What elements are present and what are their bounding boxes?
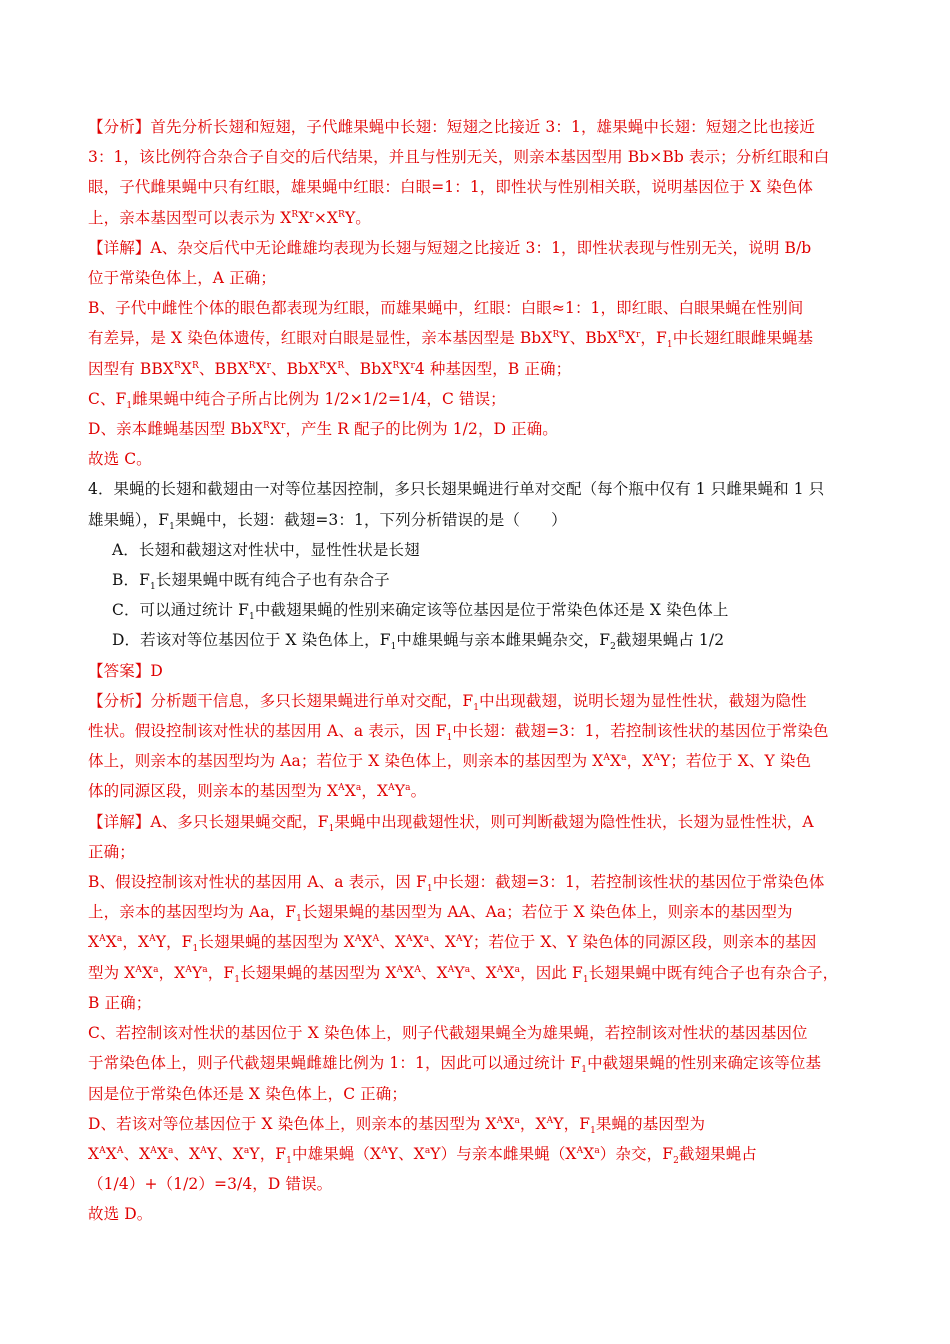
text-segment: Y；若位于 X、Y 染色体的同源区段，则亲本的基因 xyxy=(462,933,817,952)
superscript: A xyxy=(546,1115,554,1126)
superscript: r xyxy=(281,420,286,431)
superscript: A xyxy=(576,1145,584,1156)
text-line xyxy=(88,1199,878,1229)
subscript: 1 xyxy=(126,400,133,411)
text-segment: X xyxy=(503,1114,515,1133)
superscript: A xyxy=(135,964,142,975)
text-segment: 故选 D。 xyxy=(88,1205,153,1224)
text-segment: 故选 C。 xyxy=(88,450,152,469)
text-segment: X xyxy=(412,933,424,952)
subscript: 1 xyxy=(234,974,241,985)
subscript: 1 xyxy=(426,884,433,895)
subscript: 1 xyxy=(149,582,156,593)
subscript: 1 xyxy=(192,944,199,955)
text-segment: Y）与亲本雌果蝇（X xyxy=(430,1144,577,1163)
superscript: A xyxy=(372,934,380,945)
text-segment: Y；若位于 X、Y 染色 xyxy=(660,752,812,771)
superscript: A xyxy=(406,934,413,945)
subscript: 1 xyxy=(169,521,175,532)
text-segment: ）杂交，F xyxy=(599,1144,674,1163)
text-segment: 中长翅：截翅=3：1，若控制该性状的基因位于常染色体 xyxy=(432,873,825,892)
text-segment: X xyxy=(399,359,411,378)
text-segment: X xyxy=(141,963,154,982)
text-segment: C、F xyxy=(88,389,127,408)
text-segment: 、BbX xyxy=(271,359,320,378)
superscript: a xyxy=(514,964,521,975)
text-line xyxy=(88,203,878,233)
text-segment: 眼，子代雌果蝇中只有红眼，雄果蝇中红眼：白眼=1：1，即性状与性别相关联，说明基因位于 X 染色体 xyxy=(88,178,814,197)
superscript: R xyxy=(248,360,256,371)
superscript: R xyxy=(337,360,345,371)
superscript: A xyxy=(447,964,455,975)
superscript: R xyxy=(263,420,270,431)
text-line xyxy=(88,293,878,323)
text-line xyxy=(88,142,878,172)
text-segment: 、BBX xyxy=(198,359,249,378)
text-line xyxy=(88,444,878,474)
text-line xyxy=(88,565,878,595)
text-line xyxy=(88,112,878,142)
text-segment: ×X xyxy=(313,208,339,227)
text-line xyxy=(88,1048,878,1078)
superscript: R xyxy=(617,330,625,341)
superscript: A xyxy=(455,934,463,945)
superscript: A xyxy=(200,1145,207,1156)
subscript: 1 xyxy=(590,1125,596,1136)
superscript: A xyxy=(381,1145,388,1156)
text-segment: D、亲本雌蝇基因型 BbX xyxy=(88,420,264,439)
text-segment: 4．果蝇的长翅和截翅由一对等位基因控制，多只长翅果蝇进行单对交配（每个瓶中仅有 1 只雌果蝇和 1 只 xyxy=(88,480,825,499)
text-segment: C．可以通过统计 F xyxy=(112,601,250,620)
text-segment: ，X xyxy=(626,752,654,771)
superscript: A xyxy=(99,934,106,945)
subscript: 1 xyxy=(390,642,397,653)
text-segment: 于常染色体上，则子代截翅果蝇雌雄比例为 1：1，因此可以通过统计 F xyxy=(88,1054,582,1073)
subscript: 1 xyxy=(328,823,335,834)
subscript: 1 xyxy=(249,612,255,623)
text-line xyxy=(88,1139,878,1169)
text-segment: 。 xyxy=(410,782,427,801)
text-line xyxy=(88,1169,878,1199)
text-segment: 果蝇的基因型为 xyxy=(595,1114,706,1133)
text-segment: 长翅果蝇的基因型为 X xyxy=(240,963,397,982)
text-segment: 正确； xyxy=(88,842,135,861)
superscript: a xyxy=(594,1145,600,1156)
superscript: R xyxy=(173,360,181,371)
superscript: r xyxy=(309,209,314,220)
superscript: a xyxy=(464,964,471,975)
subscript: 1 xyxy=(581,1065,588,1076)
superscript: r xyxy=(635,330,641,341)
text-segment: 雄果蝇），F xyxy=(88,510,170,529)
text-line xyxy=(88,686,878,716)
superscript: R xyxy=(338,209,345,220)
text-segment: X xyxy=(105,933,117,952)
subscript: 1 xyxy=(286,1156,292,1166)
superscript: A xyxy=(150,1145,157,1156)
subscript: 2 xyxy=(610,642,616,653)
superscript: A xyxy=(414,964,421,975)
text-line xyxy=(88,595,878,625)
subscript: 1 xyxy=(666,340,673,351)
text-segment: 、X xyxy=(420,963,448,982)
text-segment: ，X xyxy=(519,1114,547,1133)
text-segment: 中雄果蝇（X xyxy=(292,1144,382,1163)
text-segment: 、X xyxy=(429,933,456,952)
text-segment: 长翅果蝇的基因型为 AA、Aa；若位于 X 染色体上，则亲本的基因型为 xyxy=(301,903,793,922)
text-segment: 果蝇中，长翅：截翅=3：1，下列分析错误的是（ ） xyxy=(174,510,567,529)
text-line xyxy=(88,263,878,293)
text-segment: 有差异，是 X 染色体遗传，红眼对白眼是显性，亲本基因型是 BbX xyxy=(88,329,553,348)
text-segment: B 正确； xyxy=(88,993,152,1012)
text-line xyxy=(88,927,878,957)
text-line xyxy=(88,716,878,746)
superscript: R xyxy=(552,330,560,341)
superscript: A xyxy=(354,934,362,945)
text-segment: ，因此 F xyxy=(520,963,583,982)
text-segment: Y。 xyxy=(344,208,371,227)
subscript: 2 xyxy=(673,1156,679,1166)
text-line xyxy=(88,384,878,414)
text-segment: 4 种基因型，B 正确； xyxy=(414,359,572,378)
text-segment: 、X xyxy=(379,933,407,952)
superscript: A xyxy=(185,964,192,975)
text-segment: Y、X xyxy=(387,1144,425,1163)
text-segment: 因型有 BBX xyxy=(88,359,174,378)
text-segment: X xyxy=(156,1144,168,1163)
text-segment: 雌果蝇中纯合子所占比例为 1/2×1/2=1/4，C 错误； xyxy=(132,389,506,408)
text-segment: 【分析】首先分析长翅和短翅，子代雌果蝇中长翅：短翅之比接近 3：1，雄果蝇中长翅：短翅之比也接近 xyxy=(88,118,815,136)
text-segment: 截翅果蝇占 1/2 xyxy=(615,631,725,650)
subscript: 1 xyxy=(582,974,589,985)
text-segment: 因是位于常染色体还是 X 染色体上，C 正确； xyxy=(88,1084,407,1103)
text-segment: X xyxy=(105,1144,117,1163)
text-segment: Y，F xyxy=(249,1144,287,1163)
text-segment: X xyxy=(344,782,356,801)
text-segment: X xyxy=(361,933,373,952)
text-line xyxy=(88,897,878,927)
text-segment: 3：1，该比例符合杂合子自交的后代结果，并且与性别无关，则亲本基因型用 Bb×Bb 表示；分析红眼和白 xyxy=(88,148,830,167)
text-segment: Y、X xyxy=(206,1144,244,1163)
text-segment: X xyxy=(269,420,282,439)
superscript: a xyxy=(621,753,627,764)
text-segment: 中截翅果蝇的性别来确定该等位基 xyxy=(587,1054,822,1073)
text-segment: X xyxy=(88,1144,100,1163)
subscript: 1 xyxy=(473,702,480,713)
text-line xyxy=(88,1018,878,1048)
superscript: a xyxy=(405,783,411,794)
text-segment: X xyxy=(503,963,515,982)
text-segment: ，F xyxy=(640,329,667,348)
superscript: R xyxy=(392,360,400,371)
text-segment: ，产生 R 配子的比例为 1/2，D 正确。 xyxy=(285,420,558,439)
text-line xyxy=(88,837,878,867)
superscript: A xyxy=(149,934,156,945)
superscript: A xyxy=(496,964,504,975)
superscript: A xyxy=(388,783,395,794)
superscript: a xyxy=(243,1145,250,1156)
text-line xyxy=(88,656,878,686)
text-segment: 中雄果蝇与亲本雌果蝇杂交，F xyxy=(396,631,611,650)
text-segment: Y，F xyxy=(155,933,193,952)
superscript: r xyxy=(410,360,415,371)
text-segment: 体的同源区段，则亲本的基因型为 X xyxy=(88,782,339,801)
text-segment: X xyxy=(403,963,415,982)
text-segment: 【答案】D xyxy=(88,661,163,680)
text-line xyxy=(88,474,878,504)
text-line xyxy=(88,807,878,837)
text-segment: D．若该对等位基因位于 X 染色体上，F xyxy=(112,631,391,650)
text-segment: 上，亲本的基因型均为 Aa，F xyxy=(88,903,297,922)
text-segment: 中长翅：截翅=3：1，若控制该性状的基因位于常染色 xyxy=(452,722,829,741)
text-segment: 【详解】A、杂交后代中无论雌雄均表现为长翅与短翅之比接近 3：1，即性状表现与性别无关，说明 B/b xyxy=(88,238,812,257)
text-segment: 上，亲本基因型可以表示为 X xyxy=(88,208,292,227)
text-segment: A．长翅和截翅这对性状中，显性性状是长翅 xyxy=(112,540,420,559)
text-segment: X xyxy=(88,933,100,952)
text-segment: 中长翅红眼雌果蝇基 xyxy=(672,329,814,348)
superscript: a xyxy=(424,1145,431,1156)
superscript: a xyxy=(355,783,362,794)
superscript: a xyxy=(116,934,123,945)
text-line xyxy=(88,535,878,565)
text-line xyxy=(88,233,878,263)
text-segment: D、若该对等位基因位于 X 染色体上，则亲本的基因型为 X xyxy=(88,1114,497,1133)
superscript: a xyxy=(514,1115,520,1126)
text-line xyxy=(88,505,878,535)
text-segment: 体上，则亲本的基因型均为 Aa；若位于 X 染色体上，则亲本的基因型为 X xyxy=(88,752,604,771)
text-segment: （1/4）+（1/2）=3/4，D 错误。 xyxy=(88,1175,333,1194)
superscript: a xyxy=(202,964,208,975)
text-segment: ，F xyxy=(207,963,235,982)
superscript: A xyxy=(653,753,660,764)
superscript: A xyxy=(338,783,345,794)
text-segment: 【分析】分析题干信息，多只长翅果蝇进行单对交配，F xyxy=(88,691,474,710)
text-segment: X xyxy=(298,208,310,227)
text-segment: 截翅果蝇占 xyxy=(678,1144,757,1163)
text-line xyxy=(88,1109,878,1139)
text-segment: X xyxy=(583,1144,595,1163)
text-line xyxy=(88,625,878,655)
text-segment: Y，F xyxy=(553,1114,591,1133)
text-segment: Y、BbX xyxy=(559,329,618,348)
text-line xyxy=(88,414,878,444)
superscript: r xyxy=(266,360,272,371)
text-segment: 果蝇中出现截翅性状，则可判断截翅为隐性性状，长翅为显性性状，A xyxy=(334,812,814,831)
superscript: A xyxy=(603,753,611,764)
text-line xyxy=(88,172,878,202)
text-line xyxy=(88,323,878,353)
text-segment: 中截翅果蝇的性别来确定该等位基因是位于常染色体还是 X 染色体上 xyxy=(254,601,729,620)
text-line xyxy=(88,988,878,1018)
text-segment: Y xyxy=(394,782,406,801)
subscript: 1 xyxy=(296,914,302,925)
text-segment: 型为 X xyxy=(88,963,136,982)
superscript: R xyxy=(191,360,199,371)
text-segment: 性状。假设控制该对性状的基因用 A、a 表示，因 F xyxy=(88,722,447,741)
text-line xyxy=(88,746,878,776)
text-segment: B、子代中雌性个体的眼色都表现为红眼，而雄果蝇中，红眼：白眼≈1：1，即红眼、白眼果蝇在性别间 xyxy=(88,299,804,318)
text-segment: 、X xyxy=(123,1144,151,1163)
superscript: a xyxy=(423,934,430,945)
superscript: R xyxy=(319,360,327,371)
text-segment: X xyxy=(610,752,622,771)
text-segment: 长翅果蝇的基因型为 X xyxy=(198,933,355,952)
superscript: A xyxy=(116,1145,124,1156)
text-line xyxy=(88,1079,878,1109)
superscript: A xyxy=(496,1115,504,1126)
superscript: a xyxy=(153,964,159,975)
text-segment: 、BbX xyxy=(344,359,393,378)
text-segment: 位于常染色体上，A 正确； xyxy=(88,269,276,288)
text-segment: B、假设控制该对性状的基因用 A、a 表示，因 F xyxy=(88,873,427,892)
document-page xyxy=(88,112,878,1230)
text-segment: Y xyxy=(191,963,203,982)
text-line xyxy=(88,958,878,988)
text-segment: 【详解】A、多只长翅果蝇交配，F xyxy=(88,812,329,831)
text-segment: 长翅果蝇中既有纯合子也有杂合子 xyxy=(155,571,390,590)
text-segment: 中出现截翅，说明长翅为显性性状，截翅为隐性 xyxy=(479,691,807,710)
text-segment: X xyxy=(255,359,267,378)
superscript: A xyxy=(396,964,404,975)
text-segment: Y xyxy=(454,963,465,982)
text-segment: ，X xyxy=(122,933,150,952)
text-line xyxy=(88,776,878,806)
text-segment: X xyxy=(180,359,192,378)
text-line xyxy=(88,867,878,897)
text-segment: 、X xyxy=(173,1144,201,1163)
text-segment: ，X xyxy=(158,963,186,982)
text-segment: X xyxy=(624,329,636,348)
text-segment: 长翅果蝇中既有纯合子也有杂合子， xyxy=(588,963,839,982)
superscript: R xyxy=(291,209,299,220)
text-segment: C、若控制该对性状的基因位于 X 染色体上，则子代截翅果蝇全为雄果蝇，若控制该对性状的基因基因位 xyxy=(88,1024,808,1043)
superscript: a xyxy=(168,1145,174,1156)
text-line xyxy=(88,354,878,384)
text-segment: ，X xyxy=(361,782,389,801)
text-segment: B．F xyxy=(112,571,150,590)
subscript: 1 xyxy=(446,733,453,744)
text-segment: 、X xyxy=(470,963,497,982)
text-segment: X xyxy=(326,359,338,378)
superscript: A xyxy=(99,1145,106,1156)
